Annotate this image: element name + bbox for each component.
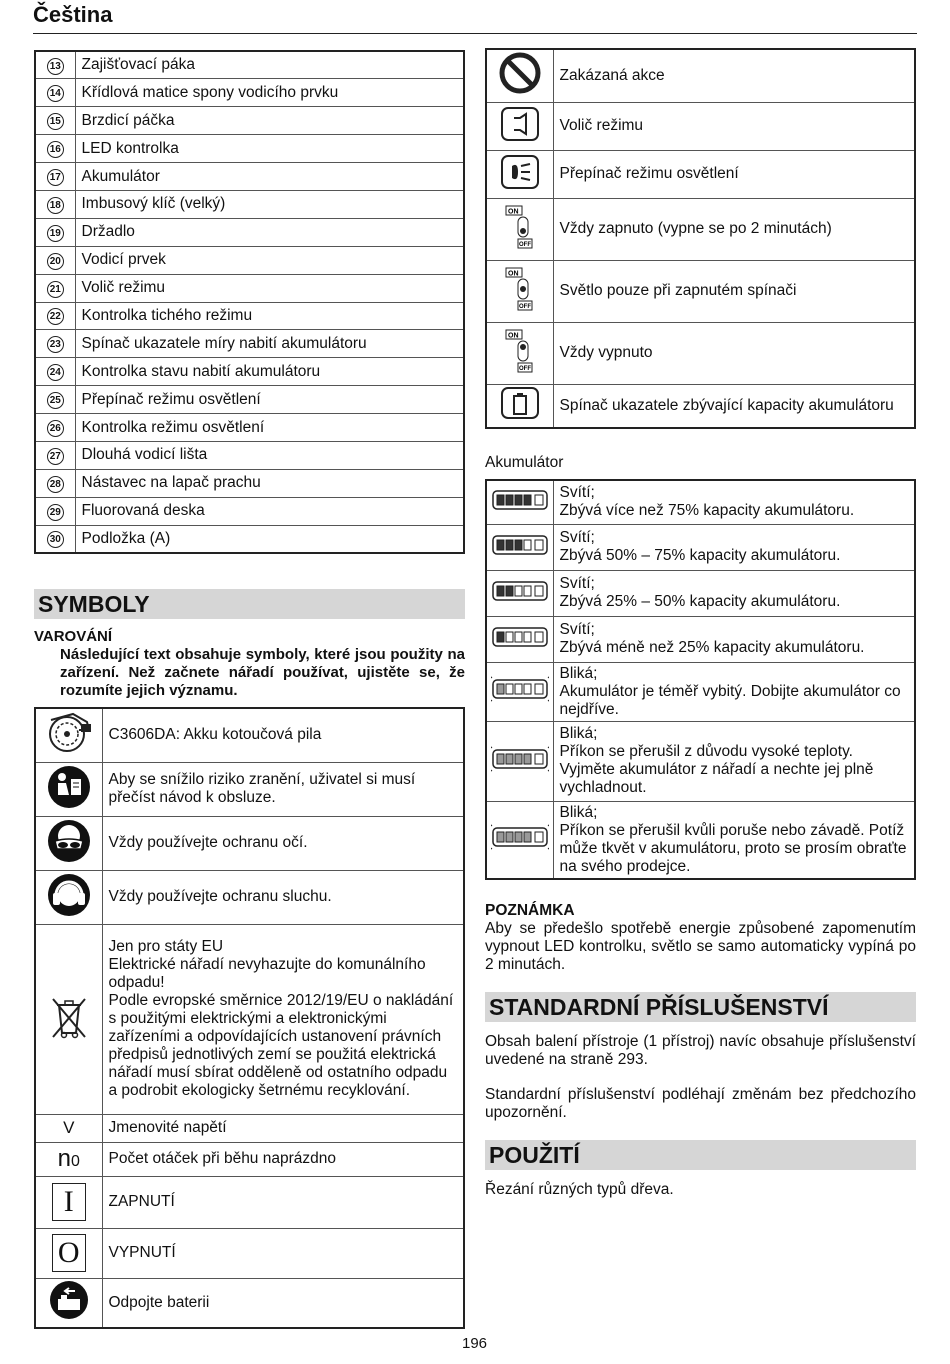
part-number-circle: 25 (47, 392, 64, 409)
battery-led-segment (497, 586, 504, 596)
battery-led-segment (506, 684, 513, 694)
battery-description: Zbývá 50% – 75% kapacity akumulátoru. (559, 547, 841, 564)
ear-protection-icon (35, 870, 102, 924)
symbols-section-title: SYMBOLY (34, 589, 465, 619)
part-number-circle: 18 (47, 197, 64, 214)
on-off-switch-icon (486, 260, 553, 322)
note-heading: POZNÁMKA (485, 902, 575, 919)
switch-on-label: ON (507, 208, 519, 215)
on-off-switch-icon (486, 322, 553, 384)
symbol-text: Vždy zapnuto (vypne se po 2 minutách) (553, 198, 915, 260)
speed-symbol-n: n (57, 1145, 71, 1172)
part-number (35, 330, 75, 358)
on-off-switch-icon (486, 198, 553, 260)
battery-state: Svítí; (559, 621, 595, 638)
battery-led-segment (515, 754, 522, 764)
parts-list-row (35, 525, 464, 553)
part-label: Vodicí prvek (75, 246, 464, 274)
parts-list-row (35, 441, 464, 469)
symbol-row (486, 49, 915, 102)
battery-status (553, 524, 915, 570)
part-number-circle: 26 (47, 420, 64, 437)
battery-led-segment (515, 632, 522, 642)
part-number-circle: 15 (47, 113, 64, 130)
battery-indicator-icon (486, 721, 553, 801)
part-number-circle: 13 (47, 58, 64, 75)
circular-saw-icon (35, 708, 102, 762)
battery-state: Bliká; (559, 664, 598, 682)
warning-text: Následující text obsahuje symboly, které jsou použity na zařízení. Než začnete nářadí používat, ujistěte se, že rozumíte jejich významu. (60, 646, 465, 699)
switch-on-label: ON (507, 332, 519, 339)
part-number-circle: 16 (47, 141, 64, 158)
battery-status (553, 616, 915, 662)
battery-row (486, 480, 915, 524)
battery-table (485, 479, 916, 880)
part-number (35, 497, 75, 525)
battery-status (553, 480, 915, 524)
mode-selector-icon (486, 102, 553, 150)
symbol-text: Odpojte baterii (102, 1278, 464, 1328)
battery-indicator-icon (486, 662, 553, 721)
battery-led-segment (524, 832, 531, 842)
battery-row (486, 616, 915, 662)
power-on-icon (35, 1176, 102, 1228)
symbol-row (35, 1114, 464, 1142)
battery-indicator-icon (486, 616, 553, 662)
parts-list-row (35, 218, 464, 246)
battery-led-segment (524, 586, 531, 596)
symbol-row (35, 924, 464, 1114)
part-number-circle: 29 (47, 504, 64, 521)
page-number: 196 (462, 1335, 488, 1352)
parts-list-row (35, 246, 464, 274)
battery-description: Akumulátor je téměř vybitý. Dobijte akumulátor co nejdříve. (559, 682, 901, 718)
parts-list-row (35, 469, 464, 497)
symbol-row (486, 322, 915, 384)
battery-indicator-icon (486, 480, 553, 524)
battery-led-segment (524, 684, 531, 694)
battery-row (486, 801, 915, 879)
battery-state: Bliká; (559, 803, 598, 821)
battery-led-segment (524, 754, 531, 764)
part-label: Fluorovaná deska (75, 497, 464, 525)
parts-list-row (35, 414, 464, 442)
symbol-text: Jmenovité napětí (102, 1114, 464, 1142)
part-number (35, 218, 75, 246)
switch-off-label: OFF (518, 303, 531, 310)
symbol-row (486, 150, 915, 198)
part-label: LED kontrolka (75, 135, 464, 163)
usage-text: Řezání různých typů dřeva. (485, 1181, 674, 1198)
battery-description: Příkon se přerušil z důvodu vysoké teploty. Vyjměte akumulátor z nářadí a nechte jej plně vychladnout. (559, 743, 874, 796)
symbol-row (486, 198, 915, 260)
battery-state: Svítí; (559, 529, 595, 546)
battery-status (553, 721, 915, 801)
battery-led-segment (524, 632, 531, 642)
parts-list-row (35, 79, 464, 107)
symbol-text: VYPNUTÍ (102, 1228, 464, 1278)
part-label: Brzdicí páčka (75, 107, 464, 135)
symbol-row (35, 708, 464, 762)
battery-led-segment (506, 632, 513, 642)
battery-status (553, 570, 915, 616)
part-number-circle: 20 (47, 253, 64, 270)
note-text: Aby se předešlo spotřebě energie způsobené zapomenutím vypnout LED kontrolku, světlo se samo automaticky vypíná po 2 minutách. (485, 920, 916, 973)
battery-led-segment (506, 540, 513, 550)
language-title: Čeština (33, 2, 113, 27)
part-number (35, 386, 75, 414)
battery-led-segment (497, 495, 504, 505)
battery-state: Svítí; (559, 575, 595, 592)
battery-description: Příkon se přerušil kvůli poruše nebo závadě. Potíž může tkvět v akumulátoru, proto se prosím obraťte na svého prodejce. (559, 821, 907, 875)
part-label: Nástavec na lapač prachu (75, 469, 464, 497)
battery-led-segment (524, 540, 531, 550)
battery-led-segment (506, 586, 513, 596)
parts-list-table (34, 50, 465, 554)
part-label: Spínač ukazatele míry nabití akumulátoru (75, 330, 464, 358)
part-number-circle: 23 (47, 336, 64, 353)
part-label: Podložka (A) (75, 525, 464, 553)
part-number (35, 274, 75, 302)
battery-led-segment (515, 832, 522, 842)
symbol-row (35, 1278, 464, 1328)
part-number (35, 469, 75, 497)
battery-led-segment (515, 684, 522, 694)
battery-led-segment (515, 540, 522, 550)
right-symbols-table (485, 48, 916, 429)
part-number (35, 107, 75, 135)
part-label: Volič režimu (75, 274, 464, 302)
battery-state: Svítí; (559, 484, 595, 502)
symbol-text: Vždy používejte ochranu sluchu. (102, 870, 464, 924)
power-on-glyph: I (52, 1183, 86, 1221)
battery-row (486, 721, 915, 801)
part-number-circle: 27 (47, 448, 64, 465)
battery-indicator-icon (486, 570, 553, 616)
battery-led-segment (506, 832, 513, 842)
symbol-row (35, 1228, 464, 1278)
part-label: Imbusový klíč (velký) (75, 190, 464, 218)
battery-led-segment (515, 495, 522, 505)
battery-row (486, 524, 915, 570)
symbol-row (486, 102, 915, 150)
symbol-text: Jen pro státy EU Elektrické nářadí nevyhazujte do komunálního odpadu! Podle evropské směrnice 2012/19/EU o nakládání s použitými elektrickými a elektronickými zařízeními a odpovídajících ustanovení právních předpisů jednotlivých zemí se použitá elektrická nářadí musí sbírat odděleně od ostatního odpadu a podrobit ekologicky šetrnému recyklování. (102, 924, 464, 1114)
power-off-icon (35, 1228, 102, 1278)
part-number-circle: 24 (47, 364, 64, 381)
part-number-circle: 22 (47, 308, 64, 325)
symbol-text: Zakázaná akce (553, 49, 915, 102)
part-label: Dlouhá vodicí lišta (75, 441, 464, 469)
symbol-text: Vždy vypnuto (553, 322, 915, 384)
battery-led-segment (506, 495, 513, 505)
part-label: Kontrolka tichého režimu (75, 302, 464, 330)
part-number-circle: 30 (47, 531, 64, 548)
switch-off-label: OFF (518, 241, 531, 248)
part-number-circle: 28 (47, 476, 64, 493)
parts-list-row (35, 330, 464, 358)
symbol-text: ZAPNUTÍ (102, 1176, 464, 1228)
part-label: Přepínač režimu osvětlení (75, 386, 464, 414)
part-number (35, 414, 75, 442)
parts-list-row (35, 497, 464, 525)
header-rule (33, 33, 917, 34)
symbol-text: Aby se snížilo riziko zranění, uživatel si musí přečíst návod k obsluze. (102, 762, 464, 816)
symbols-table (34, 707, 465, 1329)
battery-led-segment (506, 754, 513, 764)
battery-description: Zbývá více než 75% kapacity akumulátoru. (559, 502, 855, 520)
battery-indicator-icon (486, 801, 553, 879)
part-label: Kontrolka režimu osvětlení (75, 414, 464, 442)
weee-bin-icon (35, 924, 102, 1114)
read-manual-icon (35, 762, 102, 816)
symbol-row (35, 816, 464, 870)
speed-symbol-sub: 0 (70, 1153, 80, 1170)
parts-list-row (35, 107, 464, 135)
battery-led-segment (497, 754, 504, 764)
symbol-row (35, 1142, 464, 1176)
part-number (35, 163, 75, 191)
part-number (35, 51, 75, 79)
battery-row (486, 570, 915, 616)
parts-list-row (35, 274, 464, 302)
part-number (35, 246, 75, 274)
symbol-text: Počet otáček při běhu naprázdno (102, 1142, 464, 1176)
symbol-text: Spínač ukazatele zbývající kapacity akumulátoru (553, 384, 915, 428)
parts-list-row (35, 190, 464, 218)
symbol-row (35, 762, 464, 816)
switch-on-label: ON (507, 270, 519, 277)
symbol-row (35, 1176, 464, 1228)
symbol-text: Vždy používejte ochranu očí. (102, 816, 464, 870)
battery-led-segment (497, 832, 504, 842)
part-number (35, 525, 75, 553)
part-label: Zajišťovací páka (75, 51, 464, 79)
part-label: Akumulátor (75, 163, 464, 191)
part-number (35, 441, 75, 469)
part-label: Křídlová matice spony vodicího prvku (75, 79, 464, 107)
parts-list-row (35, 302, 464, 330)
accessories-text-2: Standardní příslušenství podléhají změnám bez předchozího upozornění. (485, 1086, 916, 1121)
battery-description: Zbývá méně než 25% kapacity akumulátoru. (559, 639, 865, 656)
battery-indicator-icon (486, 524, 553, 570)
prohibited-icon (486, 49, 553, 102)
battery-led-segment (515, 586, 522, 596)
disconnect-battery-icon (35, 1278, 102, 1328)
usage-section-title: POUŽITÍ (485, 1140, 916, 1170)
parts-list-row (35, 135, 464, 163)
accessories-text-1: Obsah balení přístroje (1 přístroj) navíc obsahuje příslušenství uvedené na straně 293. (485, 1033, 916, 1068)
switch-off-label: OFF (518, 365, 531, 372)
part-number (35, 79, 75, 107)
battery-led-segment (497, 684, 504, 694)
part-number (35, 190, 75, 218)
part-number (35, 302, 75, 330)
warning-heading: VAROVÁNÍ (34, 628, 113, 645)
battery-row (486, 662, 915, 721)
voltage-symbol: V (35, 1114, 102, 1142)
part-number-circle: 17 (47, 169, 64, 186)
battery-heading: Akumulátor (485, 454, 564, 471)
battery-led-segment (497, 632, 504, 642)
battery-led-segment (524, 495, 531, 505)
parts-list-row (35, 51, 464, 79)
battery-description: Zbývá 25% – 50% kapacity akumulátoru. (559, 593, 841, 610)
parts-list-row (35, 386, 464, 414)
part-number-circle: 19 (47, 225, 64, 242)
battery-status (553, 662, 915, 721)
battery-state: Bliká; (559, 725, 598, 742)
part-number (35, 358, 75, 386)
symbol-row (486, 260, 915, 322)
part-number-circle: 21 (47, 281, 64, 298)
power-off-glyph: O (52, 1234, 86, 1272)
part-label: Držadlo (75, 218, 464, 246)
parts-list-row (35, 358, 464, 386)
symbol-row (35, 870, 464, 924)
symbol-text: C3606DA: Akku kotoučová pila (102, 708, 464, 762)
parts-list-row (35, 163, 464, 191)
symbol-text: Přepínač režimu osvětlení (553, 150, 915, 198)
light-mode-icon (486, 150, 553, 198)
eye-protection-icon (35, 816, 102, 870)
symbol-text: Volič režimu (553, 102, 915, 150)
part-label: Kontrolka stavu nabití akumulátoru (75, 358, 464, 386)
part-number (35, 135, 75, 163)
part-number-circle: 14 (47, 85, 64, 102)
battery-led-segment (497, 540, 504, 550)
symbol-row (486, 384, 915, 428)
no-load-speed-symbol (35, 1142, 102, 1176)
symbol-text: Světlo pouze při zapnutém spínači (553, 260, 915, 322)
accessories-section-title: STANDARDNÍ PŘÍSLUŠENSTVÍ (485, 992, 916, 1022)
battery-status (553, 801, 915, 879)
battery-check-icon (486, 384, 553, 428)
